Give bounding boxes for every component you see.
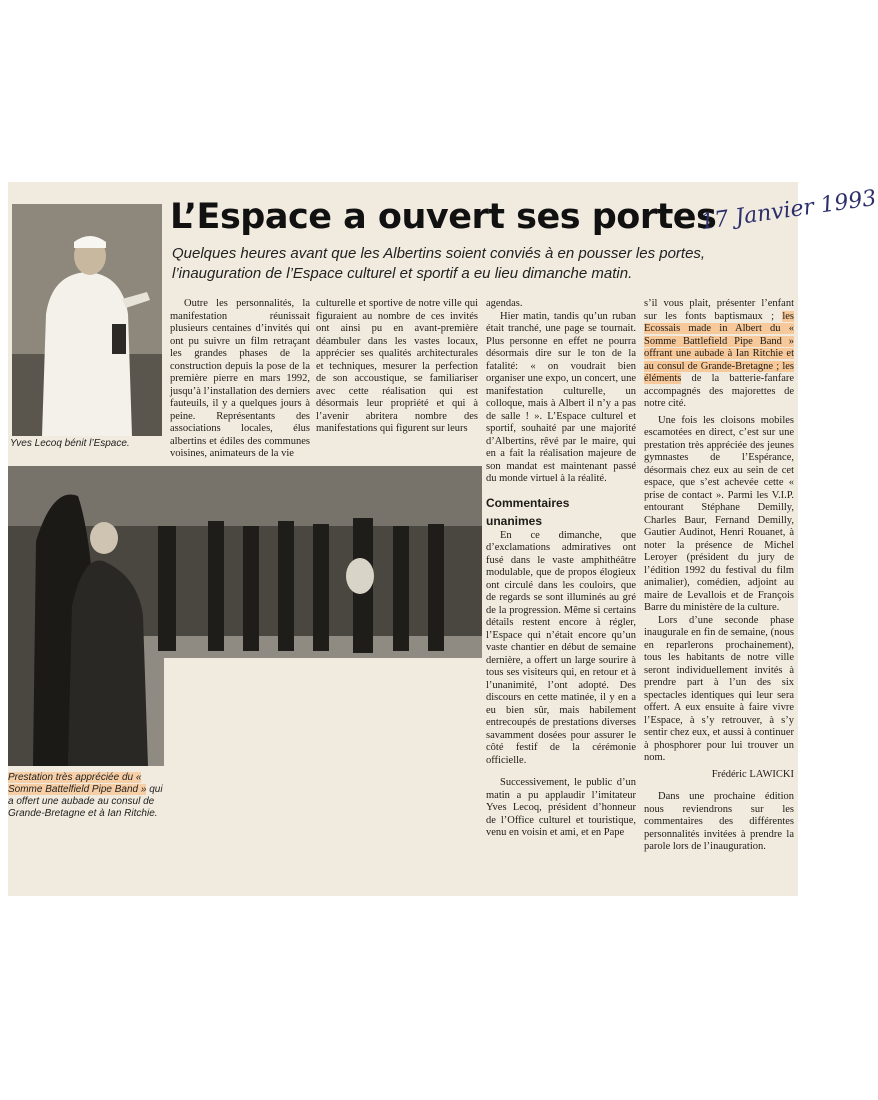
layout-gap	[164, 658, 484, 770]
paragraph: Dans une prochaine édition nous reviendrons sur les commentaires des différentes personnalités invitées à prendre la parole lors de l’inauguration.	[644, 791, 794, 852]
article-column-2	[316, 298, 478, 436]
paragraph-with-highlight	[644, 298, 794, 411]
photo2-caption-highlight: Prestation très appréciée du « Somme Battelfield Pipe Band »	[8, 772, 147, 795]
photo2-caption-rest: qui a offert une aubade au consul de Grande-Bretagne et à Ian Ritchie.	[8, 784, 163, 819]
text: de la batterie-fanfare accompagnés des majorettes de notre cité.	[644, 373, 795, 409]
article-column-3	[486, 298, 636, 840]
newspaper-clipping-edge	[485, 884, 798, 896]
paragraph: Hier matin, tandis qu’un ruban était tranché, une page se tournait. Plus personne en effet ne pourra désormais dire sur le ton de la fatalité: « on voudrait bien organiser une expo, un concert, une manifestation culturelle, un colloque, mais à Albert il n’y a pas de salle ! ». L’Espace culturel et sportif, souhaité par une majorité d’Albertins, rêvé par le maire, qui en a fait la réalisation majeure de son mandat est maintenant passé du monde virtuel à la réalité.	[486, 310, 636, 484]
subheading-2: unanimes	[486, 513, 543, 528]
author-signature: Frédéric LAWICKI	[711, 768, 794, 780]
text: s’il vous plait, présenter l’enfant sur les fonts baptismaux ;	[644, 298, 794, 322]
paragraph: culturelle et sportive de notre ville qui figuraient au nombre de ces invités ont ainsi pu en avant-première déambuler dans les vastes locaux, apprécier ses qualités architecturales et techniques, mesurer la perfection de son accoustique, se familiariser avec cette réalisation qui est désormais leur propriété et qui à l’avenir abritera nombre des manifestations qui figurent sur leurs	[316, 298, 478, 434]
article-headline: L’Espace a ouvert ses portes	[170, 197, 717, 237]
highlighted-text: les Ecossais made in Albert du « Somme Battlefield Pipe Band » offrant une aubade à Ian Ritchie et au consul de Grande-Bretagne ; les éléments	[644, 310, 795, 384]
subheading: Commentaires	[486, 495, 570, 510]
handwritten-date: 17 Janvier 1993	[699, 185, 878, 236]
article-column-4	[644, 298, 794, 854]
photo2-caption	[8, 772, 168, 820]
paragraph: En ce dimanche, que d’exclamations admiratives ont fusé dans le vaste amphithéâtre modulable, que de propos élogieux ont circulé dans les couloirs, que de regards se sont illuminés au gré de la progression. Même si certains détails restent encore à régler, l’Espace qui n’était encore qu’un vaste chantier en début de semaine dernière, a offert un large sourire à tous ses visiteurs qui, en retour et à l’unanimité, l’ont adopté. Des discours en cette matinée, il y en a eu bien sûr, mais habilement entrecoupés de prestations diverses savamment dosées pour assurer le côté festif de la cérémonie officielle.	[486, 529, 636, 766]
paragraph: Lors d’une seconde phase inaugurale en fin de semaine, (nous en reparlerons prochainement), tous les habitants de notre ville seront individuellement invités à prendre part à l’un des six spectacles identiques qui leur sera offert. A eux ensuite à faire vivre l’Espace, à s’y retrouver, à s’y sentir chez eux, et aussi à continuer à phosphorer pour lui trouver un nom.	[644, 614, 794, 763]
article-column-1	[170, 298, 310, 461]
photo1-caption: Yves Lecoq bénit l’Espace.	[10, 438, 130, 449]
article-lead: Quelques heures avant que les Albertins soient conviés à en pousser les portes, l’inauguration de l’Espace culturel et sportif a eu lieu dimanche matin.	[172, 245, 706, 282]
paragraph: Successivement, le public d’un matin a pu applaudir l’imitateur Yves Lecoq, président d’honneur de l’Office culturel et touristique, venu en voisin et ami, et en Pape	[486, 777, 636, 838]
paragraph: agendas.	[486, 298, 523, 309]
paragraph: Outre les personnalités, la manifestation réunissait plusieurs centaines d’invités qui ont pu suivre un film retraçant les grandes phases de la construction depuis la pose de la première pierre en mars 1992, jusqu’à l’installation des derniers fauteuils, il y a quelques jours à peine. Représentants des associations locales, élus albertins et édiles des communes voisines, animateurs de la vie	[170, 298, 310, 459]
photo-yves-lecoq	[12, 204, 162, 436]
paragraph: Une fois les cloisons mobiles escamotées en direct, c’est sur une prestation très appréciée des jeunes gymnastes de l’Espérance, désormais chez eux au sein de cet espace, que s’est achevée cette « prise de contact ». Parmi les V.I.P. entourant Stéphane Demilly, Charles Baur, Fernand Demilly, Gautier Audinot, Henri Rouanet, à noter la présence de Michel Leroyer (président du jury de l’édition 1992 du festival du film animalier), comédien, adjoint au maire de Levallois et de François Barre du ministère de la culture.	[644, 414, 794, 613]
